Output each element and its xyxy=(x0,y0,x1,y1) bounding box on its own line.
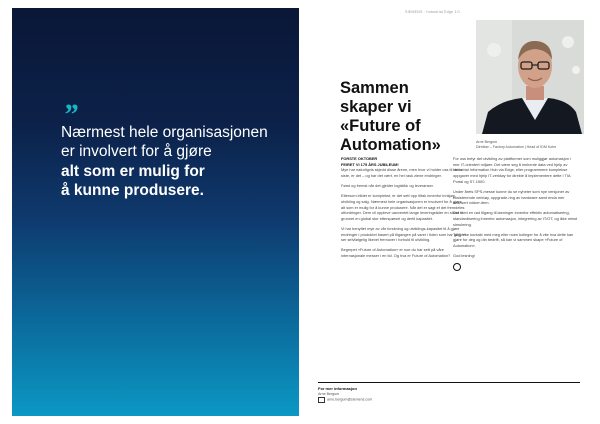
pull-quote-bold-line: alt som er mulig for xyxy=(61,163,205,180)
end-mark-icon xyxy=(453,263,461,271)
title-line: «Future of xyxy=(340,117,421,135)
footer-title: For mer informasjon xyxy=(318,386,357,391)
paragraph: Under årets SPS-messe kunne du se nyheter som nye versjoner av eksisterende verktøy, oppgrade-ring av hardware samt enda mer avansert rokker-item. xyxy=(453,188,570,206)
paragraph: Vi har benyttet mye av vår forskning og utviklings-kapasitet til å gjøre endringer i produktet basert på tilgangen på varer i tiden som har gått. Vi ser selvfølgelig likevel fremover i forhold til utvikling. xyxy=(341,225,466,243)
footer-name: Arne Bergum xyxy=(318,392,340,396)
footer-email[interactable] xyxy=(318,397,372,403)
portrait-photo xyxy=(476,20,584,134)
caption-role: Direktør – Factory Automation | Head of IDM Kohe xyxy=(476,145,557,149)
quote-mark-icon: ” xyxy=(63,98,78,131)
article-title xyxy=(340,79,441,155)
paragraph: Det med en rød tilgang til løsninger innenfor effektiv automatisering, standardisering innenfor automasjon, integrering av IT/OT, og ikke minst simulering. xyxy=(453,210,578,227)
pull-quote-bold-line: å kunne produsere. xyxy=(61,182,204,199)
body-column-2 xyxy=(453,156,578,271)
body-column-1 xyxy=(341,156,466,263)
paragraph: Først og fremst når det gjelder logistikk og leveranser. xyxy=(341,183,434,189)
running-header: SIEMENS · Industrial Edge 1/1 xyxy=(405,10,461,14)
portrait-illustration xyxy=(476,20,584,134)
paragraph: Begrepet «Future of Automation» er noe du har sett på våre internasjonale messer i en tid. Og hva er Future of Automation? xyxy=(341,247,451,259)
photo-caption xyxy=(476,140,556,150)
paragraph: Ta gjerne kontakt med meg eller noen kolleger for å vite hva dette kan gjøre for deg og din bedrift, så kan vi sammen skape «Future of Automation». xyxy=(453,231,574,249)
pull-quote-line: er involvert for å gjøre xyxy=(61,143,212,160)
cover-panel xyxy=(12,8,299,416)
pull-quote-line: Nærmest hele organisasjonen xyxy=(61,124,268,141)
mail-icon xyxy=(318,397,325,403)
title-line: Sammen xyxy=(340,79,409,97)
paragraph: For oss betyr det utvikling av plattformer som muliggjør automasjon i mer IT-orientert miljøer. Det være seg å innhente data ved hjelp av Industrial Information Hub via Edge, eller programmere komplekse oppgaver med hjelp IT-verktøy for direkte å implementere dette i TIA Portal og S7-1500. xyxy=(453,156,571,184)
kicker: FORSTE OKTOBER xyxy=(341,156,378,161)
paragraph: Mye har naturligvis skjedd disse årene, men hvor vi holder oss til de to siste, er det – og har det vært, en hel rask ziene endringer. xyxy=(341,167,463,179)
footer-email-text[interactable]: arne.bergum@siemens.com xyxy=(327,397,373,402)
title-line: Automation» xyxy=(340,136,441,154)
caption-name: Arne Bergum xyxy=(476,140,498,144)
title-line: skaper vi xyxy=(340,98,412,116)
paragraph: Ettersom bildet er komplekst, er det sett opp tiltak innenfor innkjøp, utvikling og salg. Nærmest hele organisasjonen er involvert for å gjøre alt som er mulig for å kunne produsere. Når det er sagt et det fremdeles utfordringer. Dem vil oppleve uavventet lange leveringstider en stund til grunnet en global stor etterspørsel og dertil kapasitet. xyxy=(341,193,465,221)
paragraph: God lesning! xyxy=(453,253,475,259)
footer-divider xyxy=(318,382,580,383)
subheading: FEIRET VI 175 ÅRS JUBILEUM! xyxy=(341,161,399,167)
